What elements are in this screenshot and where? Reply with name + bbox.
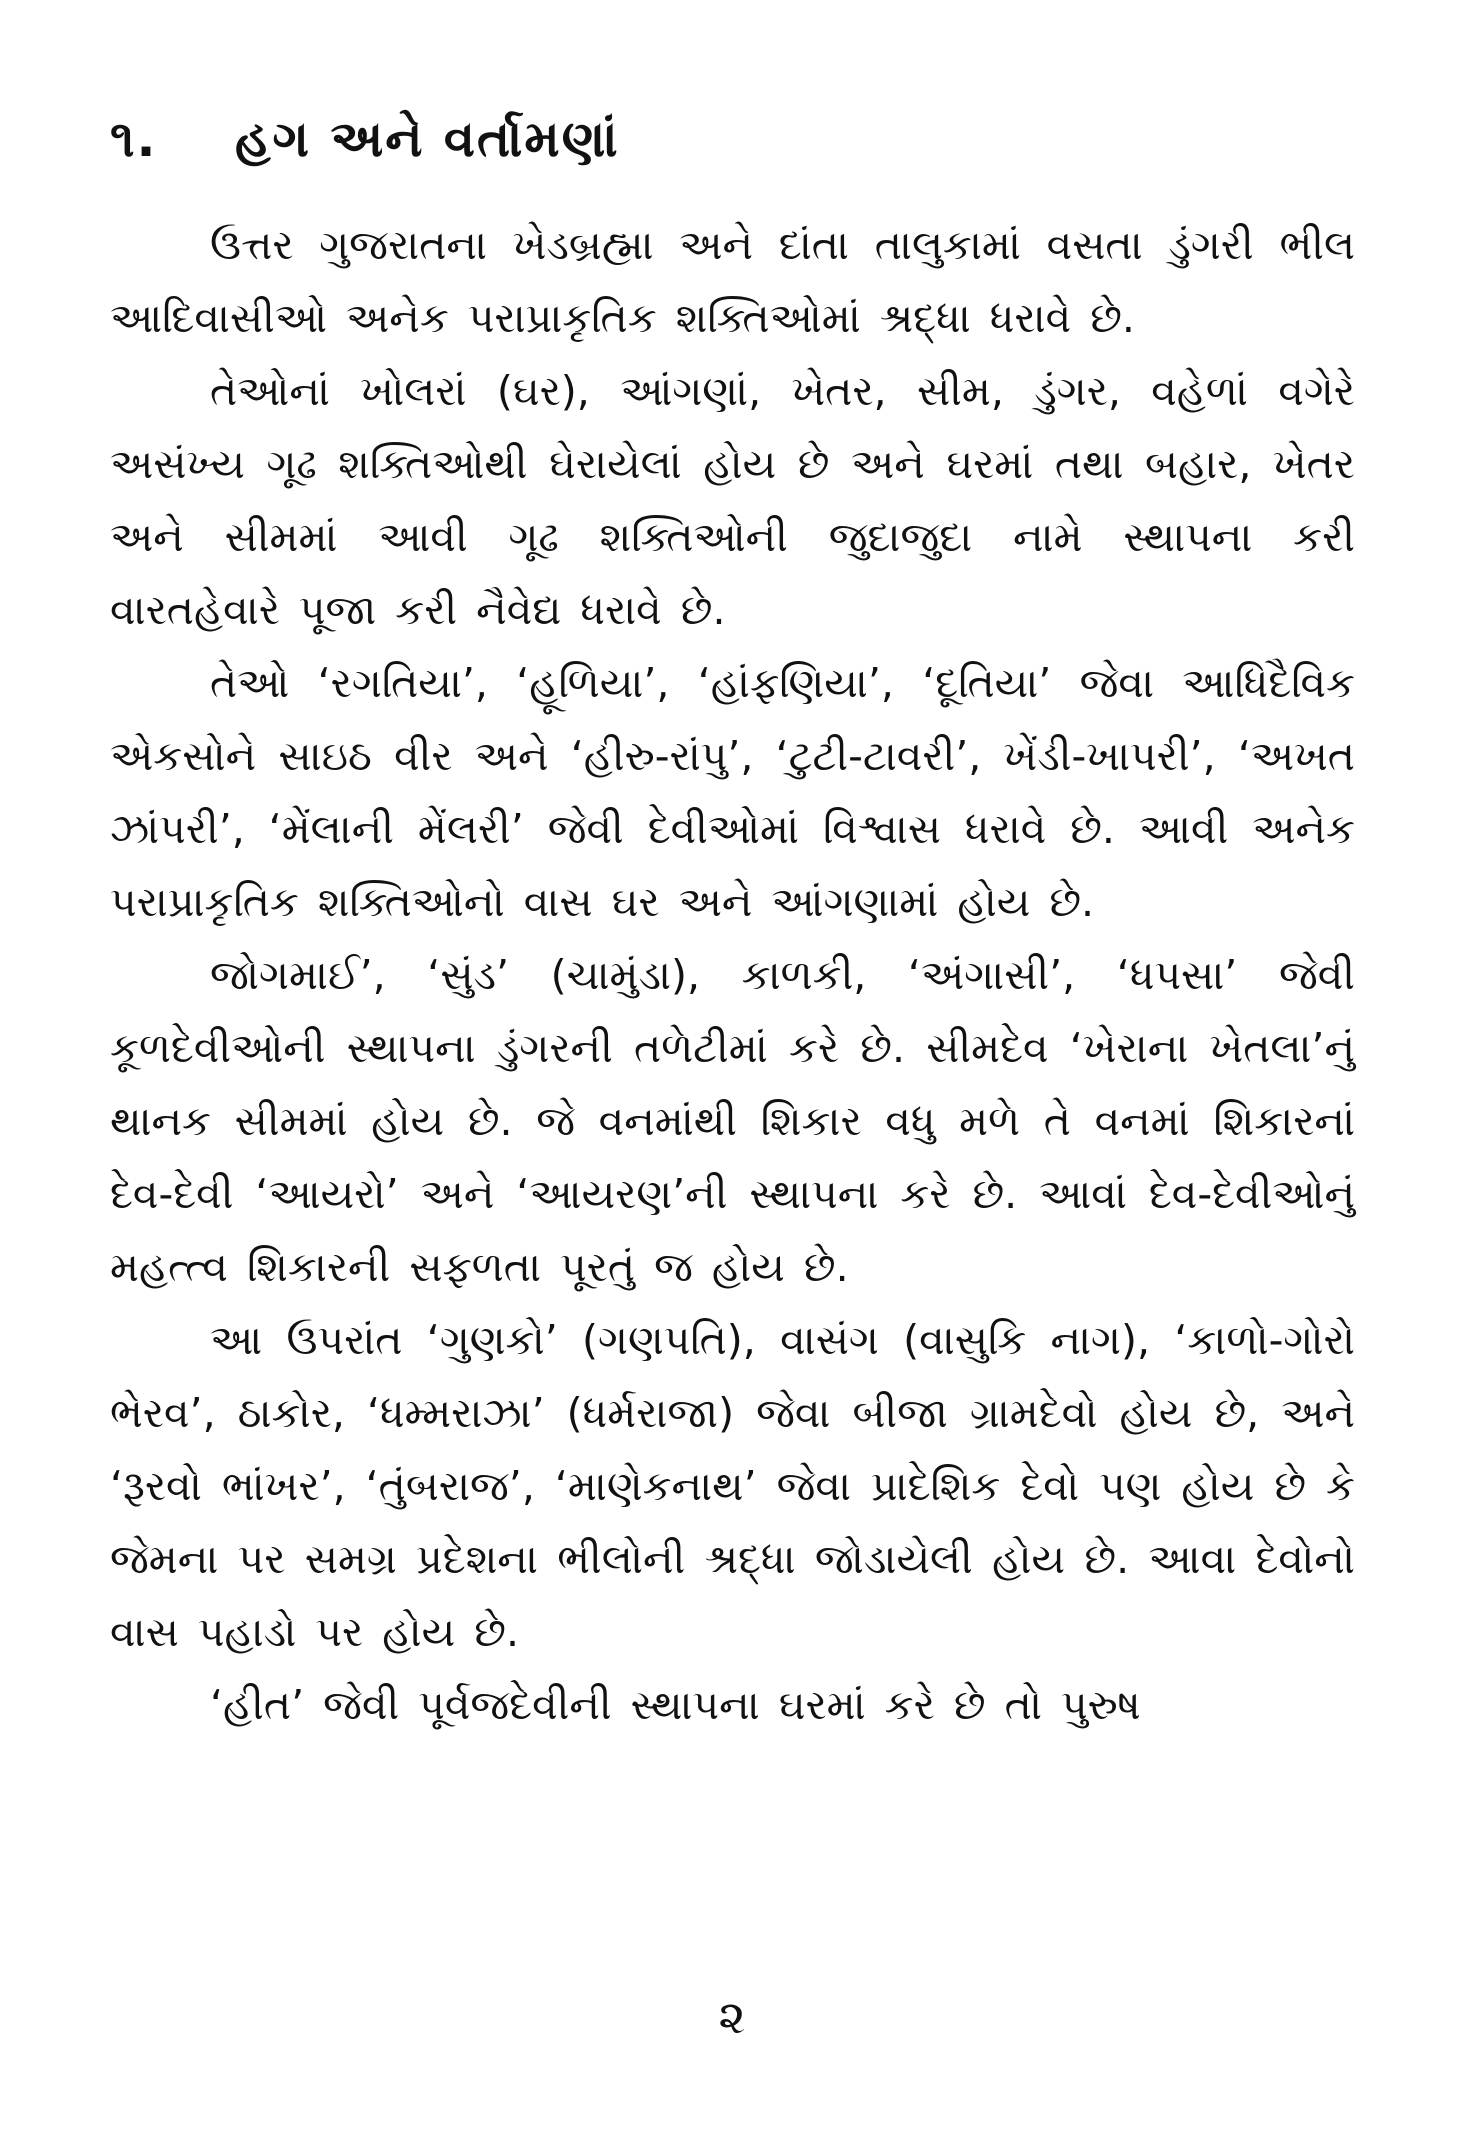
paragraph-3: તેઓ ‘રગતિયા’, ‘હૂળિયા’, ‘હાંફણિયા’, ‘દૂતિયા’ જેવા આધિદૈવિક એકસોને સાઇઠ વીર અને ‘હીરુ-રાંપુ’, ‘ટુટી-ટાવરી’, ખેંડી-ખાપરી’, ‘અખત ઝાંપરી’, ‘મેંલાની મેંલરી’ જેવી દેવીઓમાં વિશ્વાસ ધરાવે છે. આવી અનેક પરાપ્રાકૃતિક શક્તિઓનો વાસ ઘર અને આંગણામાં હોય છે. <box>110 659 1355 926</box>
paragraph-6: ‘હીત’ જેવી પૂર્વજદેવીની સ્થાપના ઘરમાં કરે છે તો પુરુષ <box>210 1681 1141 1729</box>
chapter-heading <box>110 110 1355 169</box>
paragraph-4: જોગમાઈ’, ‘સુંડ’ (ચામુંડા), કાળકી, ‘અંગાસી’, ‘ધપસા’ જેવી કૂળદેવીઓની સ્થાપના ડુંગરની તળેટીમાં કરે છે. સીમદેવ ‘ખેરાના ખેતલા’નું થાનક સીમમાં હોય છે. જે વનમાંથી શિકાર વધુ મળે તે વનમાં શિકારનાં દેવ-દેવી ‘આયરો’ અને ‘આયરણ’ની સ્થાપના કરે છે. આવાં દેવ-દેવીઓનું મહત્ત્વ શિકારની સફળતા પૂરતું જ હોય છે. <box>110 951 1355 1291</box>
page-number: ૨ <box>718 1990 746 2044</box>
paragraph-1: ઉત્તર ગુજરાતના ખેડબ્રહ્મા અને દાંતા તાલુકામાં વસતા ડુંગરી ભીલ આદિવાસીઓ અનેક પરાપ્રાકૃતિક શક્તિઓમાં શ્રદ્ધા ધરાવે છે. <box>110 221 1355 342</box>
paragraph-2: તેઓનાં ખોલરાં (ઘર), આંગણાં, ખેતર, સીમ, ડુંગર, વહેળાં વગેરે અસંખ્ય ગૂઢ શક્તિઓથી ઘેરાયેલાં હોય છે અને ઘરમાં તથા બહાર, ખેતર અને સીમમાં આવી ગૂઢ શક્તિઓની જુદાજુદા નામે સ્થાપના કરી વારતહેવારે પૂજા કરી નૈવેદ્ય ધરાવે છે. <box>110 367 1355 634</box>
chapter-number: ૧. <box>110 110 158 168</box>
paragraph-5: આ ઉપરાંત ‘ગુણકો’ (ગણપતિ), વાસંગ (વાસુકિ નાગ), ‘કાળો-ગોરો ભેરવ’, ઠાકોર, ‘ધમ્મરાઝા’ (ધર્મરાજા) જેવા બીજા ગ્રામદેવો હોય છે, અને ‘રૂરવો ભાંખર’, ‘તુંબરાજ’, ‘માણેકનાથ’ જેવા પ્રાદેશિક દેવો પણ હોય છે કે જેમના પર સમગ્ર પ્રદેશના ભીલોની શ્રદ્ધા જોડાયેલી હોય છે. આવા દેવોનો વાસ પહાડો પર હોય છે. <box>110 1316 1355 1656</box>
page-content <box>110 110 1355 1742</box>
chapter-title: હગ અને વર્તામણાં <box>235 110 620 168</box>
